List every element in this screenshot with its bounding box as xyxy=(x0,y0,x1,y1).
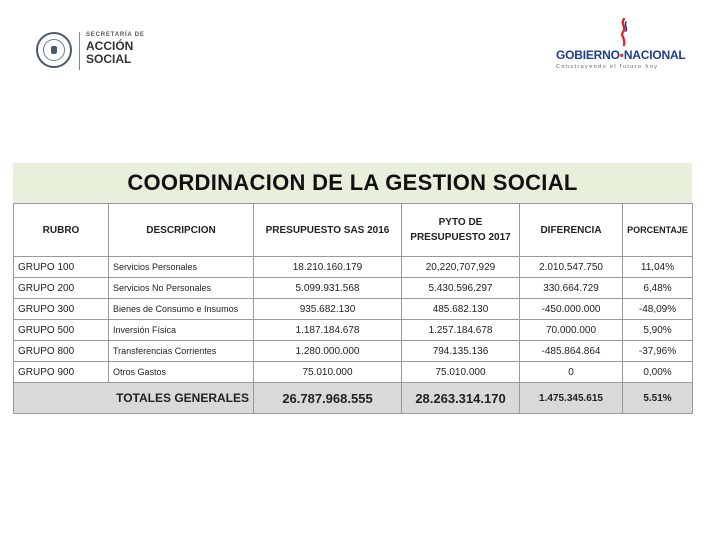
table-row xyxy=(14,320,693,341)
cell-presupuesto: 935.682.130 xyxy=(254,299,402,320)
header-pyto: PYTO DE PRESUPUESTO 2017 xyxy=(402,204,520,257)
cell-rubro: GRUPO 200 xyxy=(14,278,109,299)
cell-presupuesto: 18.210.160.179 xyxy=(254,257,402,278)
logo-divider xyxy=(79,32,80,70)
cell-presupuesto: 1.187.184.678 xyxy=(254,320,402,341)
logo-name xyxy=(86,40,156,66)
cell-descripcion: Servicios No Personales xyxy=(109,278,254,299)
totals-porcentaje: 5.51% xyxy=(623,383,693,414)
table-row xyxy=(14,341,693,362)
totals-presupuesto: 26.787.968.555 xyxy=(254,383,402,414)
cell-pyto: 485.682.130 xyxy=(402,299,520,320)
cell-diferencia: -450.000.000 xyxy=(520,299,623,320)
cell-presupuesto: 1.280.000.000 xyxy=(254,341,402,362)
totals-pyto: 28.263.314.170 xyxy=(402,383,520,414)
logo-line1: SECRETARÍA DE xyxy=(86,32,145,38)
totals-diferencia: 1.475.345.615 xyxy=(520,383,623,414)
cell-pyto: 20,220,707,929 xyxy=(402,257,520,278)
cell-rubro: GRUPO 100 xyxy=(14,257,109,278)
header-descripcion: DESCRIPCION xyxy=(109,204,254,257)
table-row xyxy=(14,299,693,320)
brand-tagline: Construyendo el futuro hoy xyxy=(556,64,659,70)
cell-porcentaje: 11,04% xyxy=(623,257,693,278)
cell-pyto: 75.010.000 xyxy=(402,362,520,383)
gobierno-nacional-logo xyxy=(556,18,696,74)
cell-porcentaje: 0,00% xyxy=(623,362,693,383)
table-row xyxy=(14,257,693,278)
cell-diferencia: -485.864.864 xyxy=(520,341,623,362)
cell-rubro: GRUPO 500 xyxy=(14,320,109,341)
cell-descripcion: Transferencias Corrientes xyxy=(109,341,254,362)
table-row xyxy=(14,278,693,299)
cell-presupuesto: 75.010.000 xyxy=(254,362,402,383)
page-title: COORDINACION DE LA GESTION SOCIAL xyxy=(127,170,578,195)
table-header xyxy=(14,204,693,257)
cell-porcentaje: -48,09% xyxy=(623,299,693,320)
cell-diferencia: 0 xyxy=(520,362,623,383)
cell-porcentaje: -37,96% xyxy=(623,341,693,362)
cell-presupuesto: 5.099.931.568 xyxy=(254,278,402,299)
header-rubro: RUBRO xyxy=(14,204,109,257)
cell-rubro: GRUPO 900 xyxy=(14,362,109,383)
sas-logo xyxy=(36,30,166,74)
cell-rubro: GRUPO 300 xyxy=(14,299,109,320)
totals-row xyxy=(14,383,693,414)
brand-name: GOBIERNO▪NACIONAL xyxy=(556,48,686,62)
cell-descripcion: Otros Gastos xyxy=(109,362,254,383)
logo-line2: ACCIÓN xyxy=(86,39,134,53)
totals-label: TOTALES GENERALES xyxy=(14,383,254,414)
cell-descripcion: Bienes de Consumo e Insumos xyxy=(109,299,254,320)
cell-diferencia: 330.664.729 xyxy=(520,278,623,299)
brand-part2: NACIONAL xyxy=(623,48,686,62)
header-porcentaje: PORCENTAJE xyxy=(623,204,693,257)
cell-rubro: GRUPO 800 xyxy=(14,341,109,362)
header-presupuesto: PRESUPUESTO SAS 2016 xyxy=(254,204,402,257)
cell-porcentaje: 5,90% xyxy=(623,320,693,341)
flame-icon xyxy=(618,18,630,48)
title-band xyxy=(13,163,692,203)
cell-porcentaje: 6,48% xyxy=(623,278,693,299)
table-row xyxy=(14,362,693,383)
header-diferencia: DIFERENCIA xyxy=(520,204,623,257)
cell-diferencia: 2.010.547.750 xyxy=(520,257,623,278)
cell-descripcion: Inversión Física xyxy=(109,320,254,341)
cell-pyto: 794.135.136 xyxy=(402,341,520,362)
cell-pyto: 5.430.596.297 xyxy=(402,278,520,299)
cell-diferencia: 70.000.000 xyxy=(520,320,623,341)
cell-pyto: 1.257.184.678 xyxy=(402,320,520,341)
cell-descripcion: Servicios Personales xyxy=(109,257,254,278)
seal-icon xyxy=(36,32,72,68)
logo-line3: SOCIAL xyxy=(86,52,132,66)
brand-part1: GOBIERNO xyxy=(556,48,620,62)
budget-table xyxy=(13,203,693,414)
